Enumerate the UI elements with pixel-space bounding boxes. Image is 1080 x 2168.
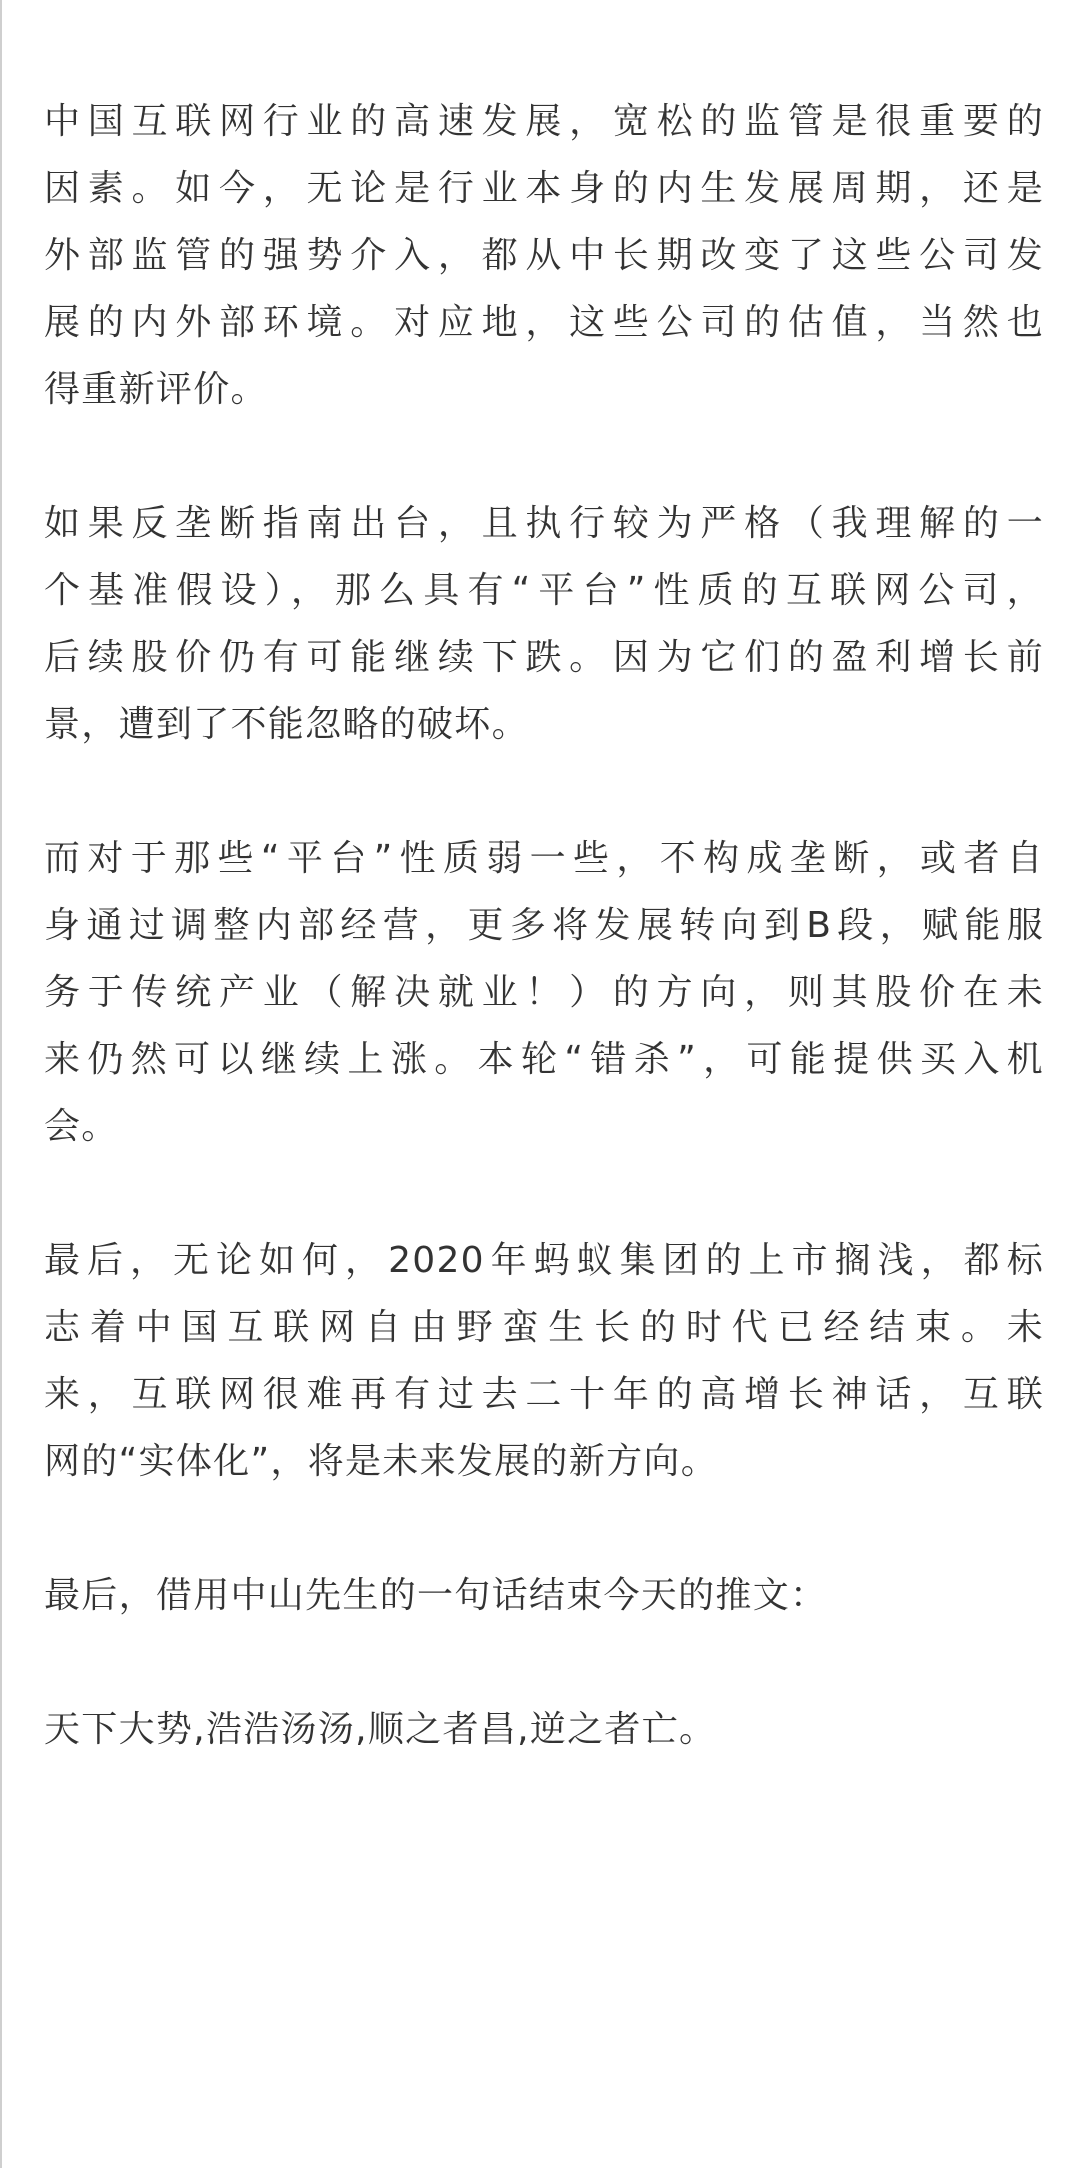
text-line: 中国互联网行业的高速发展，宽松的监管是很重要的 (44, 101, 1044, 142)
text-line: 如果反垄断指南出台，且执行较为严格（我理解的一 (44, 503, 1044, 544)
text-line: 最后，借用中山先生的一句话结束今天的推文： (44, 1575, 828, 1616)
text-line: 外部监管的强势介入，都从中长期改变了这些公司发 (44, 235, 1044, 276)
paragraph-opportunity (44, 825, 1044, 1160)
paragraph-conclusion (44, 1227, 1044, 1495)
text-line: 因素。如今，无论是行业本身的内生发展周期，还是 (44, 168, 1044, 209)
text-line: 个基准假设），那么具有“平台”性质的互联网公司， (44, 570, 1044, 611)
text-line: 志着中国互联网自由野蛮生长的时代已经结束。未 (44, 1307, 1044, 1348)
text-line: 身通过调整内部经营，更多将发展转向到B段，赋能服 (44, 905, 1044, 946)
paragraph-closing-intro (44, 1562, 1044, 1629)
text-line: 后续股价仍有可能继续下跌。因为它们的盈利增长前 (44, 637, 1044, 678)
quote-line: 天下大势,浩浩汤汤,顺之者昌,逆之者亡。 (44, 1709, 717, 1750)
paragraph-quote (44, 1696, 1044, 1763)
text-line: 最后，无论如何，2020年蚂蚁集团的上市搁浅，都标 (44, 1240, 1044, 1281)
page-left-border (0, 0, 2, 2168)
text-line: 展的内外部环境。对应地，这些公司的估值，当然也 (44, 302, 1044, 343)
text-line: 来，互联网很难再有过去二十年的高增长神话，互联 (44, 1374, 1044, 1415)
paragraph-antitrust (44, 490, 1044, 758)
text-line: 景，遭到了不能忽略的破坏。 (44, 704, 529, 745)
text-line: 而对于那些“平台”性质弱一些，不构成垄断，或者自 (44, 838, 1044, 879)
text-line: 来仍然可以继续上涨。本轮“错杀”，可能提供买入机 (44, 1039, 1044, 1080)
text-line: 务于传统产业（解决就业！）的方向，则其股价在未 (44, 972, 1044, 1013)
paragraph-regulation (44, 88, 1044, 423)
text-line: 会。 (44, 1106, 119, 1147)
text-line: 得重新评价。 (44, 369, 268, 410)
article-body (44, 88, 1044, 1830)
text-line: 网的“实体化”，将是未来发展的新方向。 (44, 1441, 719, 1482)
